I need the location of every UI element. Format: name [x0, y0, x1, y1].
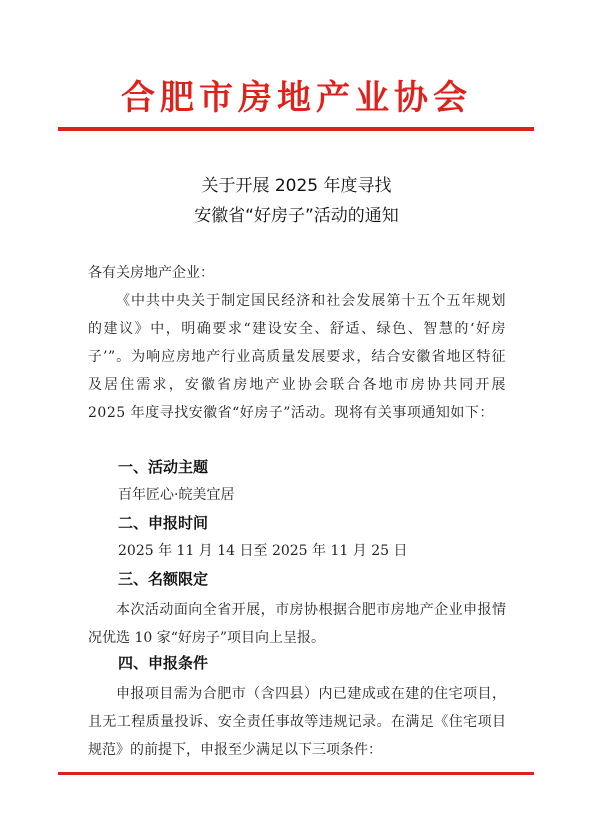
intro-paragraph: 《中共中央关于制定国民经济和社会发展第十五个五年规划的建议》中，明确要求“建设安全、舒适、绿色、智慧的‘好房子’”。为响应房地产行业高质量发展要求，结合安徽省地区特征及居住需求，安徽省房地产业协会联合各地市房协共同开展 2025 年度寻找安徽省“好房子”活动。现将有关事项通知如下： — [88, 293, 506, 421]
footer-red-rule — [58, 772, 534, 775]
section-text-quota: 本次活动面向全省开展，市房协根据合肥市房地产企业申报情况优选 10 家“好房子”项目向上呈报。 — [88, 602, 506, 646]
notice-title-line2: 安徽省“好房子”活动的通知 — [194, 206, 399, 226]
letterhead-org-name: 合肥市房地产业协会 — [121, 78, 472, 118]
section-heading-quota: 三、名额限定 — [118, 570, 209, 588]
section-heading-conditions: 四、申报条件 — [118, 654, 209, 672]
section-text-theme: 百年匠心·皖美宜居 — [118, 487, 235, 503]
letterhead-red-rule — [58, 127, 534, 131]
section-heading-time: 二、申报时间 — [118, 514, 209, 532]
notice-title-line1: 关于开展 2025 年度寻找 — [201, 176, 392, 196]
section-text-time: 2025 年 11 月 14 日至 2025 年 11 月 25 日 — [118, 543, 408, 559]
section-heading-theme: 一、活动主题 — [118, 458, 209, 476]
section-text-conditions: 申报项目需为合肥市（含四县）内已建成或在建的住宅项目，且无工程质量投诉、安全责任事故等违规记录。在满足《住宅项目规范》的前提下，申报至少满足以下三项条件： — [88, 686, 506, 758]
salutation: 各有关房地产企业： — [88, 265, 214, 281]
